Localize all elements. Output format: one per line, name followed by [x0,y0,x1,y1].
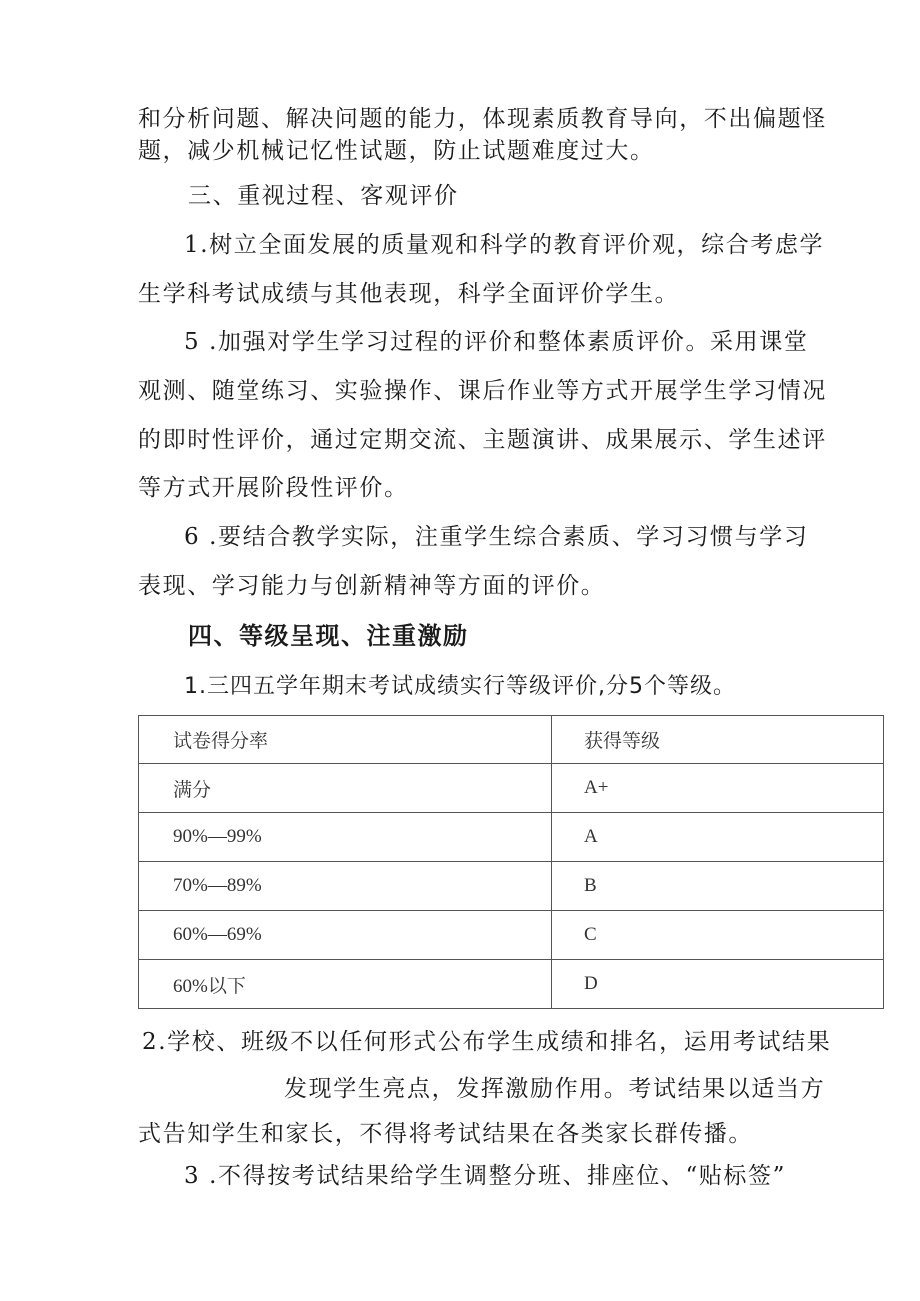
item-5-line: 5 .加强对学生学习过程的评价和整体素质评价。采用课堂 [184,329,809,355]
grade-cell: D [552,960,884,1009]
paragraph-line: 和分析问题、解决问题的能力，体现素质教育导向，不出偏题怪 [138,106,827,132]
item-6-line: 表现、学习能力与创新精神等方面的评价。 [138,573,606,599]
grade-table [138,715,884,1009]
score-cell: 60%—69% [139,911,552,960]
item-2-line: 2.学校、班级不以任何形式公布学生成绩和排名，运用考试结果 [142,1029,832,1055]
header-grade: 获得等级 [552,716,884,764]
item-3-line: 3 .不得按考试结果给学生调整分班、排座位、“贴标签” [184,1163,786,1189]
score-cell: 90%—99% [139,813,552,862]
grade-cell: C [552,911,884,960]
grade-cell: A+ [552,764,884,813]
table-row [139,911,884,960]
table-row [139,862,884,911]
item-1-line: 1.树立全面发展的质量观和科学的教育评价观，综合考虑学 [184,232,825,258]
score-cell: 60%以下 [139,960,552,1009]
item-6-line: 6 .要结合教学实际，注重学生综合素质、学习习惯与学习 [184,524,809,550]
table-row [139,960,884,1009]
item-5-line: 观测、随堂练习、实验操作、课后作业等方式开展学生学习情况 [138,378,827,404]
section-three-title: 三、重视过程、客观评价 [188,183,459,209]
score-cell: 70%—89% [139,862,552,911]
section-four-title: 四、等级呈现、注重激励 [188,622,469,650]
score-cell: 满分 [139,764,552,813]
table-row [139,764,884,813]
table-header-row [139,716,884,764]
grade-intro: 1.三四五学年期末考试成绩实行等级评价,分5个等级。 [184,674,736,699]
item-5-line: 的即时性评价，通过定期交流、主题演讲、成果展示、学生述评 [138,427,827,453]
grade-cell: B [552,862,884,911]
item-2-line: 发现学生亮点，发挥激励作用。考试结果以适当方 [284,1076,826,1102]
table-row [139,813,884,862]
item-2-line: 式告知学生和家长，不得将考试结果在各类家长群传播。 [138,1121,753,1147]
item-5-line: 等方式开展阶段性评价。 [138,475,409,501]
header-score-rate: 试卷得分率 [139,716,552,764]
paragraph-line: 题，减少机械记忆性试题，防止试题难度过大。 [138,138,655,164]
grade-cell: A [552,813,884,862]
item-1-line: 生学科考试成绩与其他表现，科学全面评价学生。 [138,281,680,307]
